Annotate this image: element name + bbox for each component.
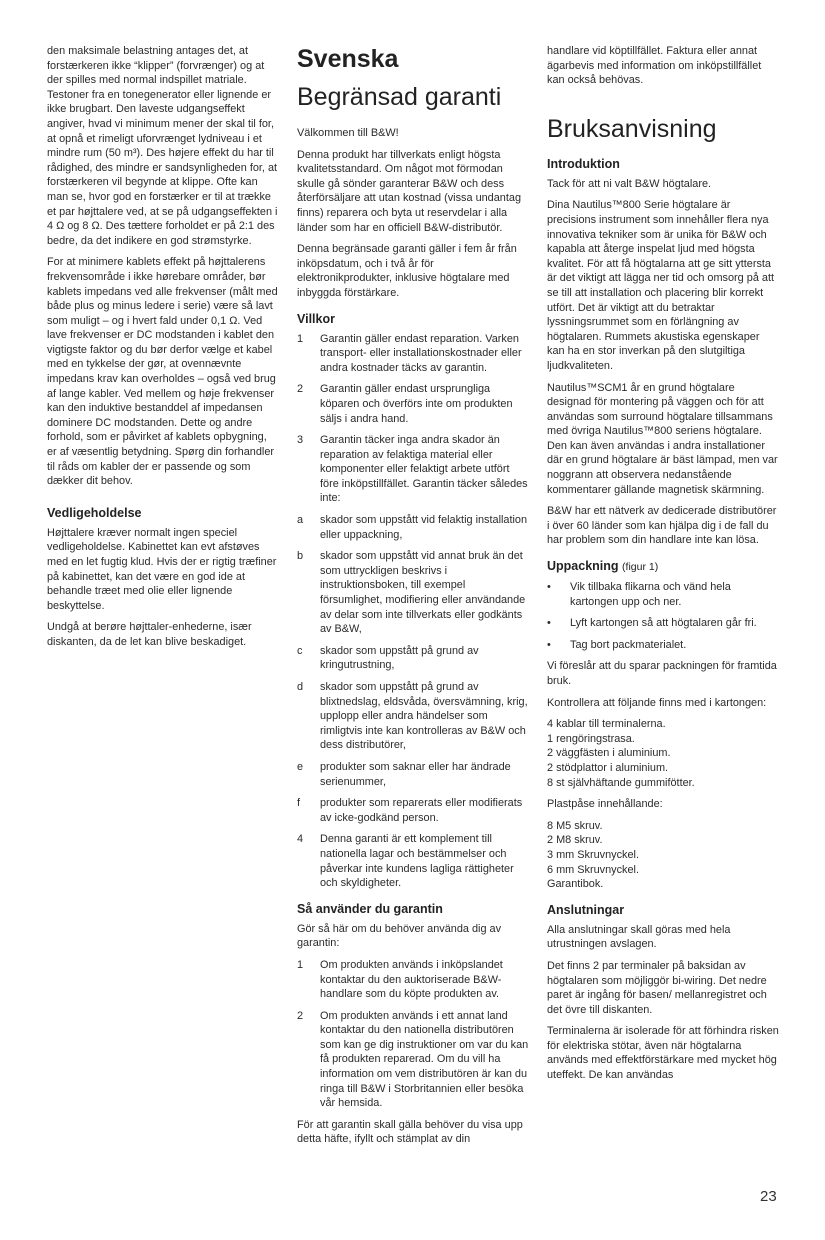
list-item: [297, 433, 529, 506]
bullet-marker: •: [547, 617, 551, 630]
contents-line: 1 rengöringstrasa.: [547, 732, 635, 745]
list-text: skador som uppstått på grund av kringutrustning,: [320, 644, 479, 672]
list-item: [297, 332, 529, 376]
bag-line: 6 mm Skruvnyckel.: [547, 863, 639, 876]
intro-heading: Introduktion: [547, 156, 620, 171]
paragraph: Undgå at berøre højttaler-enhederne, især diskanten, da de let kan blive beskadiget.: [47, 621, 252, 648]
column-2: [297, 44, 529, 1154]
column-3: [547, 44, 779, 1090]
contents-line: 4 kablar till terminalerna.: [547, 718, 666, 731]
paragraph: For at minimere kablets effekt på højttalerens frekvensområde i ikke hørebare områder, bør kablets impedans ved alle frekvenser (målt med både plus og minus ledere i serie) være så lavt som muligt – og i hvert fald under 0,1 Ω. Ved lave frekvenser er DC modstanden i kablet den vigtigste faktor og du bør derfor vælge et kabel med en tykkelse der gør, at ovennævnte impedans krav kan overholdes – også ved brug af lange kabler. Ved mellem og høje frekvenser kan den induktive bestanddel af impedansen dominere DC modstanden. Dette og andre forhold, som er påvirket af kablets opbygning, er af væsentlig betydning. Spørg din forhandler til råds om kabler der er passende og som dækker dit behov.: [47, 256, 278, 488]
list-marker: 2: [297, 383, 304, 396]
list-text: skador som uppstått på grund av blixtnedslag, eldsvåda, översvämning, krig, upplopp eller andra händelser som rimligtvis inte kan kontrolleras av B&W och dess distributörer,: [320, 681, 528, 752]
bullet-marker: •: [547, 581, 551, 594]
maintenance-heading: Vedligeholdelse: [47, 505, 142, 520]
list-item: [297, 796, 529, 825]
list-marker: a: [297, 514, 304, 527]
paragraph: handlare vid köptillfället. Faktura eller annat ägarbevis med information om inköpstillfället kan också behövas.: [547, 45, 762, 87]
list-item: [297, 644, 529, 673]
contents-line: 2 väggfästen i aluminium.: [547, 747, 671, 760]
bag-label: Plastpåse innehållande:: [547, 798, 663, 811]
paragraph: Det finns 2 par terminaler på baksidan av högtalaren som möjliggör bi-wiring. Det nedre paret är ingång för basen/ mellanregistret och det övre till diskanten.: [547, 959, 767, 1016]
list-text: produkter som saknar eller har ändrade serienummer,: [320, 760, 511, 788]
unpacking-list: [547, 580, 779, 652]
list-text: Lyft kartongen så att högtalaren går fri.: [570, 617, 757, 630]
list-text: Garantin täcker inga andra skador än reparation av felaktiga material eller komponenter eller felaktigt arbete utfört före inköpstillfället. Garantin täcker således inte:: [320, 434, 528, 505]
contents-line: 8 st självhäftande gummifötter.: [547, 776, 695, 789]
list-text: Om produkten används i ett annat land kontaktar du den nationella distributören som kan ge dig instruktioner om var du kan få produkten reparerad. Om du vill ha information om vem distributören är kan du ringa till B&W i Storbritannien eller besöka vår hemsida.: [320, 1009, 529, 1110]
list-item: [547, 580, 779, 609]
paragraph: Dina Nautilus™800 Serie högtalare är precisions instrument som innehåller flera nya innovativa tekniker som är unika för B&W och kapabla att återge inspelat ljud med högsta kvalitet. För att få högtalarna att ge sitt yttersta är det viktigt att lägga ner tid och omsorg på att se till att installation och placering blir korrekt utfört. Det är viktigt att du betraktar lyssningsrummet som en förlängning av högtalaren. Rummets akustiska egenskaper kan ha en stor inverkan på den slutgiltiga ljudkvaliteten.: [547, 199, 775, 372]
list-item: [297, 1009, 529, 1111]
paragraph: Vi föreslår att du sparar packningen för framtida bruk.: [547, 660, 777, 687]
bag-line: Garantibok.: [547, 878, 604, 891]
paragraph: Nautilus™SCM1 år en grund högtalare designad för montering på väggen och för att användas som surround högtalare tillsammans med övriga Nautilus™800 seriens högtalare. Den kan även användas i andra installationer där en grund högtalare är bäst lämpad, men var noggrann att observera nedanstående kommentarer gällande magnetisk skärmning.: [547, 381, 778, 496]
usage-heading: Så använder du garantin: [297, 901, 443, 916]
usage-list: [297, 958, 529, 1111]
figure-reference: (figur 1): [622, 561, 659, 574]
paragraph: För att garantin skall gälla behöver du visa upp detta häfte, ifyllt och stämplat av din: [297, 1118, 523, 1146]
bullet-marker: •: [547, 638, 551, 651]
conditions-heading: Villkor: [297, 311, 335, 326]
list-text: Om produkten används i inköpslandet kontaktar du den auktoriserade B&W-handlare som du köpte produkten av.: [320, 958, 503, 1001]
list-item: [297, 513, 529, 542]
paragraph: Gör så här om du behöver använda dig av garantin:: [297, 922, 502, 950]
paragraph: Välkommen till B&W!: [297, 127, 399, 139]
paragraph: den maksimale belastning antages det, at forstærkeren ikke “klipper” (forvrænger) og at der spilles med normal indspillet matriale. Testoner fra en tonegenerator eller lignende er ikke brugbart. Den laveste udgangseffekt angiver, hvad vi minimum mener der skal til for, at opnå et rimeligt uforvrænget lydniveau i et mindre rum (50 m³). Des højere effekt du har til rådighed, des mindre er sandsynligheden for, at forstærkeren vil begynde at klippe. Ofte kan man se, hvor god en forstærker er til at trække et par højttalere ved, at se på udgangseffekten i 4 Ω og 8 Ω. Des tættere forholdet er på 2:1 des bedre, da det indikere en god strømstyrke.: [47, 45, 278, 247]
warranty-title: Begränsad garanti: [297, 83, 502, 111]
list-item: [297, 382, 529, 426]
list-item: [297, 760, 529, 789]
manual-title: Bruksanvisning: [547, 114, 717, 143]
list-marker: b: [297, 550, 304, 563]
bag-list: [547, 819, 779, 892]
paragraph: Tack för att ni valt B&W högtalare.: [547, 177, 712, 190]
paragraph: Denna begränsade garanti gäller i fem år från inköpsdatum, och i två år för elektronikprodukter, inklusive högtalare med inbyggda förstärkare.: [297, 243, 517, 299]
list-item: [547, 638, 779, 653]
list-item: [547, 616, 779, 631]
bag-line: 3 mm Skruvnyckel.: [547, 848, 639, 861]
list-item: [297, 958, 529, 1002]
unpacking-heading-text: Uppackning: [547, 559, 619, 574]
list-text: Garantin gäller endast reparation. Varken transport- eller installationskostnader eller andra kostnader täcks av garantin.: [320, 332, 522, 374]
paragraph: B&W har ett nätverk av dedicerade distributörer i över 60 länder som kan hjälpa dig i de fall du har problem som din handlare inte kan lösa.: [547, 505, 777, 547]
list-text: skador som uppstått vid felaktig installation eller uppackning,: [320, 514, 528, 541]
column-1: [47, 44, 279, 657]
list-marker: c: [297, 644, 303, 657]
list-marker: f: [297, 797, 301, 810]
connections-heading: Anslutningar: [547, 902, 625, 917]
bag-line: 8 M5 skruv.: [547, 819, 603, 832]
list-marker: 1: [297, 332, 304, 345]
list-item: [297, 680, 529, 753]
paragraph: Denna produkt har tillverkats enligt högsta kvalitetsstandard. Om något mot förmodan skulle gå sönder garanterar B&W och dess återförsäljare att utan kostnad (vissa undantag finns) reparera och byta ut reservdelar i alla länder som har en officiell B&W-distributör.: [297, 148, 521, 234]
list-marker: 2: [297, 1009, 304, 1022]
list-marker: 3: [297, 434, 304, 447]
list-item: [297, 832, 529, 890]
list-text: Garantin gäller endast ursprungliga köparen och överförs inte om produkten säljs i andra hand.: [320, 383, 513, 425]
bag-line: 2 M8 skruv.: [547, 834, 603, 847]
unpacking-heading: [547, 558, 779, 575]
list-text: skador som uppstått vid annat bruk än det som uttryckligen beskrivs i instruktionsboken, till exempel försumlighet, modifiering eller användande av delar som inte tillverkats eller godkänts av B&W,: [320, 550, 526, 636]
list-marker: 4: [297, 833, 304, 846]
paragraph: Alla anslutningar skall göras med hela utrustningen avslagen.: [547, 923, 731, 951]
contents-line: 2 stödplattor i aluminium.: [547, 761, 669, 774]
list-text: Tag bort packmaterialet.: [570, 638, 687, 651]
list-marker: e: [297, 760, 304, 773]
list-text: Vik tillbaka flikarna och vänd hela kartongen upp och ner.: [570, 581, 731, 608]
paragraph: Højttalere kræver normalt ingen speciel vedligeholdelse. Kabinettet kan evt afstøves med en let fugtig klud. Hvis der er rigtig træfiner på kabinettet, kan det være en god ide at behandle træet med olie eller lignende beskyttelse.: [47, 526, 277, 612]
list-text: Denna garanti är ett komplement till nationella lagar och bestämmelser och påverkar inte kundens lagliga rättigheter och skyldigheter.: [320, 833, 514, 890]
list-item: [297, 549, 529, 637]
list-marker: d: [297, 681, 304, 693]
paragraph: Kontrollera att följande finns med i kartongen:: [547, 696, 767, 709]
list-marker: 1: [297, 958, 304, 971]
contents-list: [547, 717, 779, 790]
language-title: Svenska: [297, 45, 399, 73]
paragraph: Terminalerna är isolerade för att förhindra risken för elektriska stötar, även när högtalarna används med effektförstärkare med mycket hög uteffekt. De kan användas: [547, 1025, 779, 1082]
list-text: produkter som reparerats eller modifierats av icke-godkänd person.: [320, 797, 523, 824]
page-number: 23: [760, 1188, 777, 1205]
conditions-list: [297, 332, 529, 891]
